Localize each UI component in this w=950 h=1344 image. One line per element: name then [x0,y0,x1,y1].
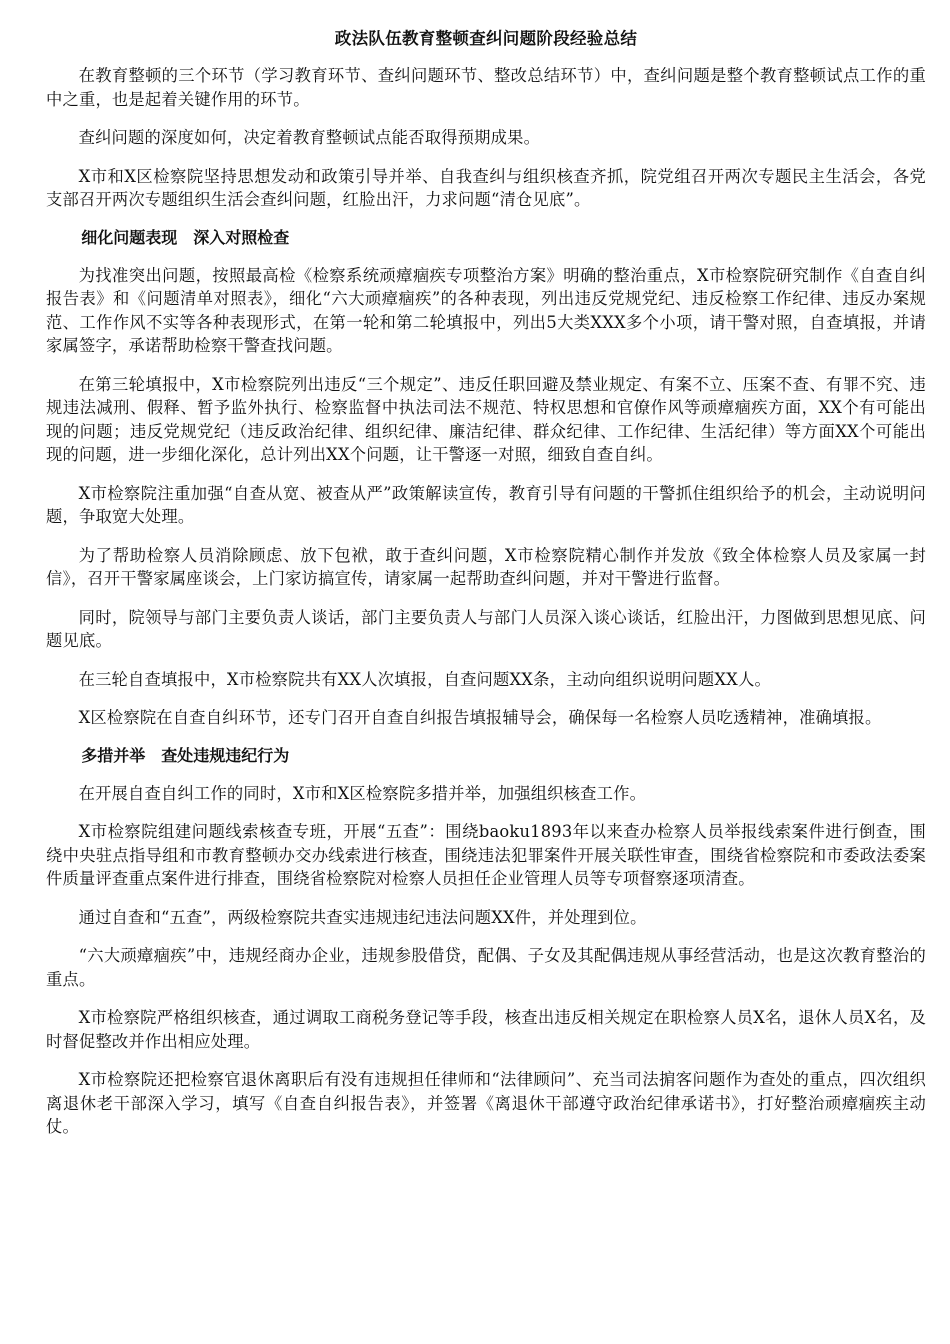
section-heading: 细化问题表现 深入对照检查 [81,227,290,247]
paragraph: 在三轮自查填报中，X市检察院共有XX人次填报，自查问题XX条，主动向组织说明问题XX人。 [78,669,771,689]
paragraph: 在教育整顿的三个环节（学习教育环节、查纠问题环节、整改总结环节）中，查纠问题是整个教育整顿试点工作的重中之重，也是起着关键作用的环节。 [46,66,926,109]
paragraph: “六大顽瘴痼疾”中，违规经商办企业，违规参股借贷，配偶、子女及其配偶违规从事经营活动，也是这次教育整治的重点。 [46,946,926,989]
paragraph: 在开展自查自纠工作的同时，X市和X区检察院多措并举，加强组织核查工作。 [78,783,647,803]
paragraph: 为找准突出问题，按照最高检《检察系统顽瘴痼疾专项整治方案》明确的整治重点，X市检察院研究制作《自查自纠报告表》和《问题清单对照表》，细化“六大顽瘴痼疾”的各种表现，列出违反党规党纪、违反检察工作纪律、违反办案规范、工作作风不实等各种表现形式，在第一轮和第二轮填报中，列出5大类XXX多个小项，请干警对照，自查填报，并请家属签字，承诺帮助检察干警查找问题。 [46,265,926,355]
paragraph: 同时，院领导与部门主要负责人谈话，部门主要负责人与部门人员深入谈心谈话，红脸出汗，力图做到思想见底、问题见底。 [46,607,926,650]
paragraph: X市和X区检察院坚持思想发动和政策引导并举、自我查纠与组织核查齐抓，院党组召开两次专题民主生活会，各党支部召开两次专题组织生活会查纠问题，红脸出汗，力求问题“清仓见底”。 [46,166,926,209]
paragraph: X市检察院还把检察官退休离职后有没有违规担任律师和“法律顾问”、充当司法掮客问题作为查处的重点，四次组织离退休老干部深入学习，填写《自查自纠报告表》，并签署《离退休干部遵守政治纪律承诺书》，打好整治顽瘴痼疾主动仗。 [46,1070,926,1136]
section-heading: 多措并举 查处违规违纪行为 [81,745,290,765]
paragraph: X区检察院在自查自纠环节，还专门召开自查自纠报告填报辅导会，确保每一名检察人员吃透精神，准确填报。 [78,708,882,727]
document-title: 政法队伍教育整顿查纠问题阶段经验总结 [334,29,638,48]
paragraph: 为了帮助检察人员消除顾虑、放下包袱，敢于查纠问题，X市检察院精心制作并发放《致全体检察人员及家属一封信》，召开干警家属座谈会，上门家访搞宣传，请家属一起帮助查纠问题，并对干警进行监督。 [46,545,926,588]
paragraph: X市检察院严格组织核查，通过调取工商税务登记等手段，核查出违反相关规定在职检察人员X名，退休人员X名，及时督促整改并作出相应处理。 [46,1008,926,1051]
paragraph: 在第三轮填报中，X市检察院列出违反“三个规定”、违反任职回避及禁业规定、有案不立、压案不查、有罪不究、违规违法减刑、假释、暂予监外执行、检察监督中执法司法不规范、特权思想和官僚作风等顽瘴痼疾方面，XX个有可能出现的问题；违反党规党纪（违反政治纪律、组织纪律、廉洁纪律、群众纪律、工作纪律、生活纪律）等方面XX个可能出现的问题，进一步细化深化，总计列出XX个问题，让干警逐一对照，细致自查自纠。 [46,374,926,464]
paragraph: 查纠问题的深度如何，决定着教育整顿试点能否取得预期成果。 [78,128,541,147]
paragraph: X市检察院注重加强“自查从宽、被查从严”政策解读宣传，教育引导有问题的干警抓住组织给予的机会，主动说明问题，争取宽大处理。 [46,483,926,526]
paragraph: X市检察院组建问题线索核查专班，开展“五查”：围绕baoku1893年以来查办检察人员举报线索案件进行倒查，围绕中央驻点指导组和市教育整顿办交办线索进行核查，围绕违法犯罪案件开展关联性审查，围绕省检察院和市委政法委案件质量评查重点案件进行排查，围绕省检察院对检察人员担任企业管理人员等专项督察逐项清查。 [46,822,926,888]
paragraph: 通过自查和“五查”，两级检察院共查实违规违纪违法问题XX件，并处理到位。 [78,907,647,927]
document-page [46,28,926,1154]
